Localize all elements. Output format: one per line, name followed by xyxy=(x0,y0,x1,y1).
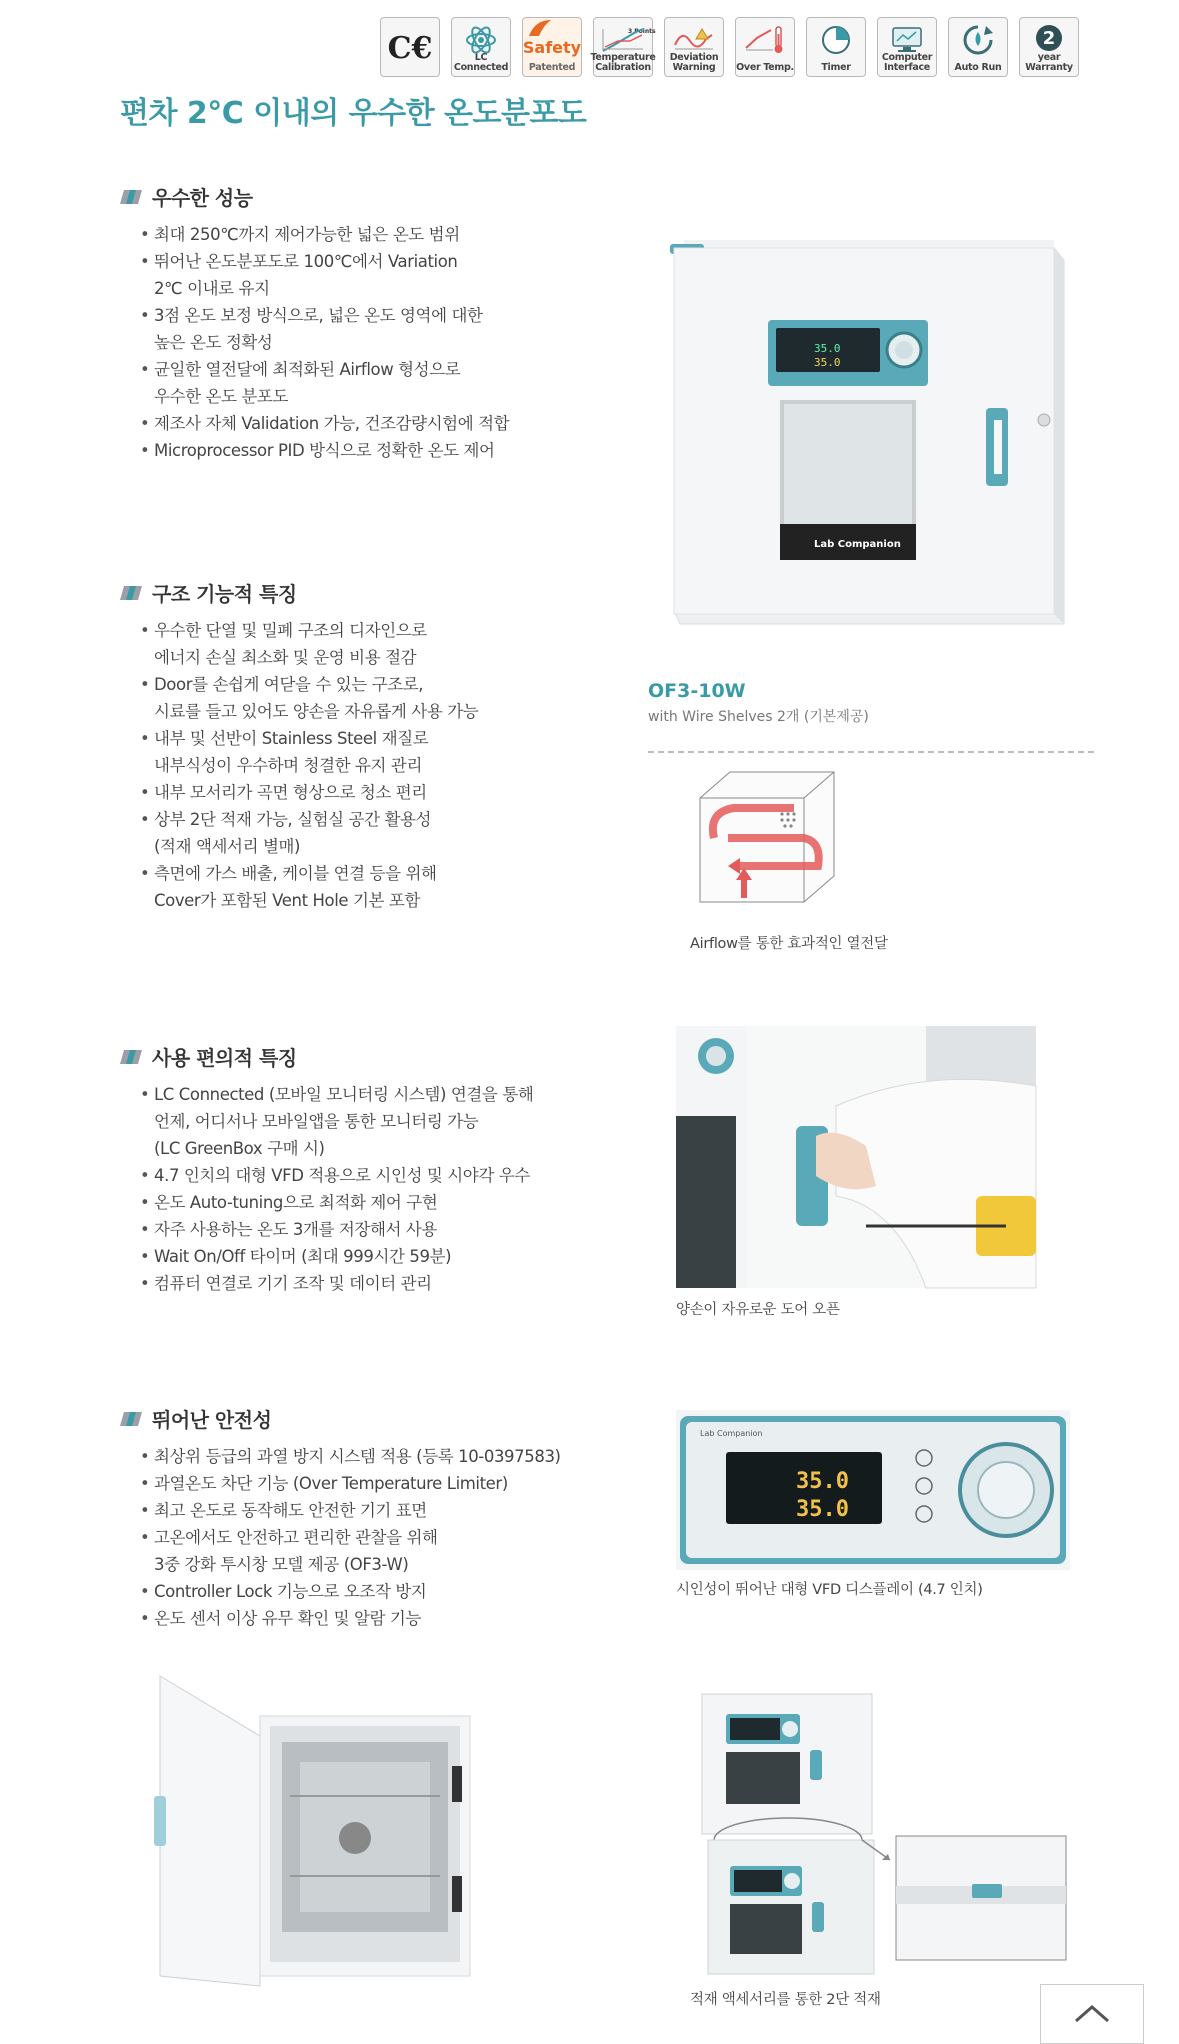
over-temp-badge: Over Temp. xyxy=(735,17,795,77)
feature-item: • 4.7 인치의 대형 VFD 적용으로 시인성 및 시야각 우수 xyxy=(140,1162,533,1189)
lc-connected-badge: LC Connected xyxy=(451,17,511,77)
section-convenience xyxy=(120,1042,533,1297)
svg-text:35.0: 35.0 xyxy=(814,356,841,369)
section-structure xyxy=(120,578,478,914)
section-title: 사용 편의적 특징 xyxy=(152,1046,297,1070)
scroll-to-top-button[interactable] xyxy=(1040,1984,1144,2044)
feature-item: • 온도 Auto-tuning으로 최적화 제어 구현 xyxy=(140,1189,533,1216)
chevron-up-icon xyxy=(1072,2003,1112,2025)
warranty-icon xyxy=(1020,22,1078,54)
open-oven-photo xyxy=(150,1676,470,1986)
display-brand-label: Lab Companion xyxy=(700,1429,763,1438)
feature-item: • 상부 2단 적재 가능, 실험실 공간 활용성 (적재 액세서리 별매) xyxy=(140,806,478,860)
feature-item: • LC Connected (모바일 모니터링 시스템) 연결을 통해 언제, 어디서나 모바일앱을 통한 모니터링 가능 (LC GreenBox 구매 시) xyxy=(140,1081,533,1162)
oven-brand-label: Lab Companion xyxy=(814,539,901,550)
model-name: OF3-10W xyxy=(648,680,746,702)
feature-item: • 뛰어난 온도분포도로 100℃에서 Variation 2℃ 이내로 유지 xyxy=(140,248,509,302)
section-title: 우수한 성능 xyxy=(152,186,253,210)
deviation-warning-badge: Deviation Warning xyxy=(664,17,724,77)
feature-item: • 제조사 자체 Validation 가능, 건조감량시험에 적합 xyxy=(140,410,509,437)
feature-item: • 자주 사용하는 온도 3개를 저장해서 사용 xyxy=(140,1216,533,1243)
temperature-calibration-icon xyxy=(594,24,656,56)
safety-patented-icon: Safety xyxy=(522,37,582,57)
certification-badges xyxy=(380,17,1079,77)
vfd-caption: 시인성이 뛰어난 대형 VFD 디스플레이 (4.7 인치) xyxy=(676,1582,983,1598)
ce-mark-badge xyxy=(380,17,440,77)
section-bullet-icon xyxy=(120,188,142,206)
safety-patented-badge: Safety Patented xyxy=(522,17,582,77)
section-safety xyxy=(120,1404,561,1632)
safety-flame-icon xyxy=(525,18,555,38)
section-title: 구조 기능적 특징 xyxy=(152,582,297,606)
feature-item: • Controller Lock 기능으로 오조작 방지 xyxy=(140,1578,561,1605)
feature-item: • 3점 온도 보정 방식으로, 넓은 온도 영역에 대한 높은 온도 정확성 xyxy=(140,302,509,356)
section-bullet-icon xyxy=(120,1410,142,1428)
warranty-badge: 2 year Warranty xyxy=(1019,17,1079,77)
feature-item: • 균일한 열전달에 최적화된 Airflow 형성으로 우수한 온도 분포도 xyxy=(140,356,509,410)
feature-item: • 과열온도 차단 기능 (Over Temperature Limiter) xyxy=(140,1470,561,1497)
page-title: 편차 2°C 이내의 우수한 온도분포도 xyxy=(120,96,587,131)
deviation-warning-icon xyxy=(665,24,723,56)
feature-list xyxy=(120,221,509,464)
computer-interface-badge: Computer Interface xyxy=(877,17,937,77)
svg-text:3 Points: 3 Points xyxy=(628,28,656,35)
door-caption: 양손이 자유로운 도어 오픈 xyxy=(676,1302,840,1318)
feature-item: • Door를 손쉽게 여닫을 수 있는 구조로, 시료를 들고 있어도 양손을 자유롭게 사용 가능 xyxy=(140,671,478,725)
feature-list xyxy=(120,1081,533,1297)
ce-mark-icon: C€ xyxy=(387,30,433,66)
feature-list xyxy=(120,617,478,914)
model-subtitle: with Wire Shelves 2개 (기본제공) xyxy=(648,709,869,725)
auto-run-icon xyxy=(949,24,1007,56)
section-title: 뛰어난 안전성 xyxy=(152,1408,272,1432)
over-temp-icon xyxy=(736,24,794,56)
feature-item: • 온도 센서 이상 유무 확인 및 알람 기능 xyxy=(140,1605,561,1632)
stacked-ovens-photo xyxy=(696,1690,1076,1980)
feature-item: • 내부 및 선반이 Stainless Steel 재질로 내부식성이 우수하며 청결한 유지 관리 xyxy=(140,725,478,779)
section-performance xyxy=(120,182,509,464)
temperature-calibration-badge: 3 Points Temperature Calibration xyxy=(593,17,653,77)
airflow-caption: Airflow를 통한 효과적인 열전달 xyxy=(690,936,888,952)
feature-item: • Microprocessor PID 방식으로 정확한 온도 제어 xyxy=(140,437,509,464)
section-bullet-icon xyxy=(120,1048,142,1066)
feature-item: • 최고 온도로 동작해도 안전한 기기 표면 xyxy=(140,1497,561,1524)
feature-list xyxy=(120,1443,561,1632)
stack-caption: 적재 액세서리를 통한 2단 적재 xyxy=(690,1992,881,2008)
airflow-diagram xyxy=(694,768,844,918)
svg-text:35.0: 35.0 xyxy=(796,1469,849,1494)
feature-item: • 고온에서도 안전하고 편리한 관찰을 위해 3중 강화 투시창 모델 제공 (OF3-W) xyxy=(140,1524,561,1578)
feature-item: • 컴퓨터 연결로 기기 조작 및 데이터 관리 xyxy=(140,1270,533,1297)
timer-badge: Timer xyxy=(806,17,866,77)
lc-connected-icon xyxy=(452,24,510,56)
vfd-display-photo xyxy=(676,1410,1070,1570)
feature-item: • Wait On/Off 타이머 (최대 999시간 59분) xyxy=(140,1243,533,1270)
section-bullet-icon xyxy=(120,584,142,602)
door-opening-photo xyxy=(676,1026,1036,1288)
svg-text:35.0: 35.0 xyxy=(796,1497,849,1522)
feature-item: • 최상위 등급의 과열 방지 시스템 적용 (등록 10-0397583) xyxy=(140,1443,561,1470)
divider xyxy=(648,751,1094,753)
oven-product-image xyxy=(664,240,1074,640)
feature-item: • 최대 250℃까지 제어가능한 넓은 온도 범위 xyxy=(140,221,509,248)
computer-interface-icon xyxy=(878,24,936,56)
warranty-number: 2 xyxy=(1042,28,1056,49)
auto-run-badge: Auto Run xyxy=(948,17,1008,77)
svg-text:35.0: 35.0 xyxy=(814,342,841,355)
feature-item: • 우수한 단열 및 밀폐 구조의 디자인으로 에너지 손실 최소화 및 운영 비용 절감 xyxy=(140,617,478,671)
timer-icon xyxy=(807,24,865,56)
feature-item: • 내부 모서리가 곡면 형상으로 청소 편리 xyxy=(140,779,478,806)
feature-item: • 측면에 가스 배출, 케이블 연결 등을 위해 Cover가 포함된 Vent Hole 기본 포함 xyxy=(140,860,478,914)
